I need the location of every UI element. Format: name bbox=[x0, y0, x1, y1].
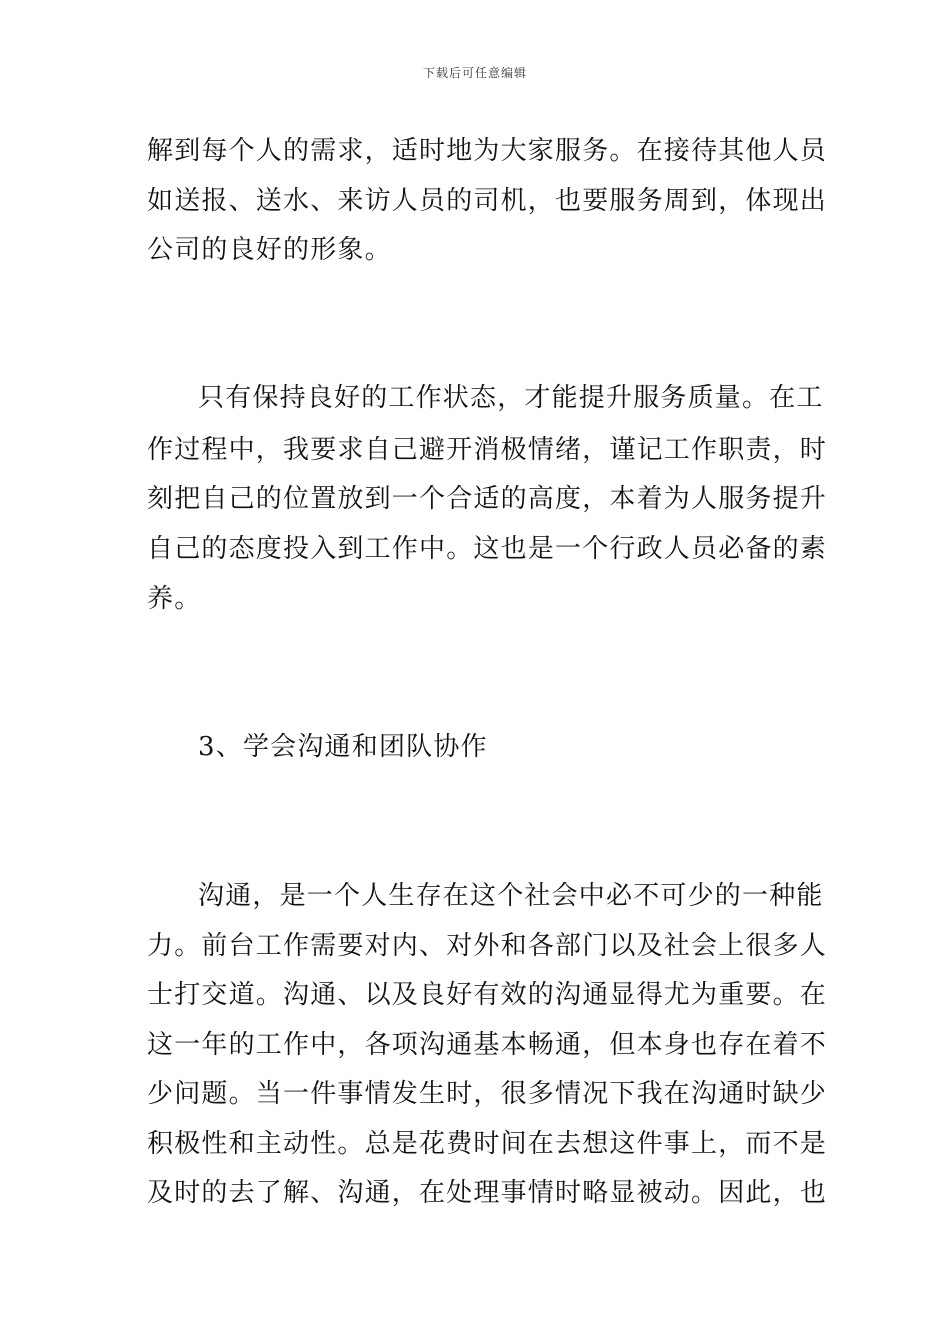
paragraph-line: 这一年的工作中，各项沟通基本畅通，但本身也存在着不 bbox=[147, 1030, 828, 1060]
paragraph-line: 刻把自己的位置放到一个合适的高度，本着为人服务提升 bbox=[147, 484, 828, 514]
paragraph-line: 积极性和主动性。总是花费时间在去想这件事上，而不是 bbox=[147, 1129, 828, 1159]
paragraph-line: 作过程中，我要求自己避开消极情绪，谨记工作职责，时 bbox=[147, 435, 828, 465]
section-heading: 3、学会沟通和团队协作 bbox=[198, 732, 488, 762]
paragraph-line: 少问题。当一件事情发生时，很多情况下我在沟通时缺少 bbox=[147, 1079, 828, 1109]
paragraph-line: 解到每个人的需求，适时地为大家服务。在接待其他人员 bbox=[147, 136, 828, 166]
paragraph-line: 只有保持良好的工作状态，才能提升服务质量。在工 bbox=[198, 383, 824, 413]
paragraph-line: 如送报、送水、来访人员的司机，也要服务周到，体现出 bbox=[147, 186, 828, 216]
paragraph-line: 及时的去了解、沟通，在处理事情时略显被动。因此，也 bbox=[147, 1178, 828, 1208]
page-header-note: 下载后可任意编辑 bbox=[422, 66, 527, 80]
paragraph-line: 公司的良好的形象。 bbox=[147, 235, 392, 265]
paragraph-line: 养。 bbox=[147, 584, 202, 614]
paragraph-line: 自己的态度投入到工作中。这也是一个行政人员必备的素 bbox=[147, 534, 828, 564]
paragraph-line: 沟通，是一个人生存在这个社会中必不可少的一种能 bbox=[198, 881, 824, 911]
paragraph-line: 士打交道。沟通、以及良好有效的沟通显得尤为重要。在 bbox=[147, 980, 828, 1010]
paragraph-line: 力。前台工作需要对内、对外和各部门以及社会上很多人 bbox=[147, 931, 828, 961]
